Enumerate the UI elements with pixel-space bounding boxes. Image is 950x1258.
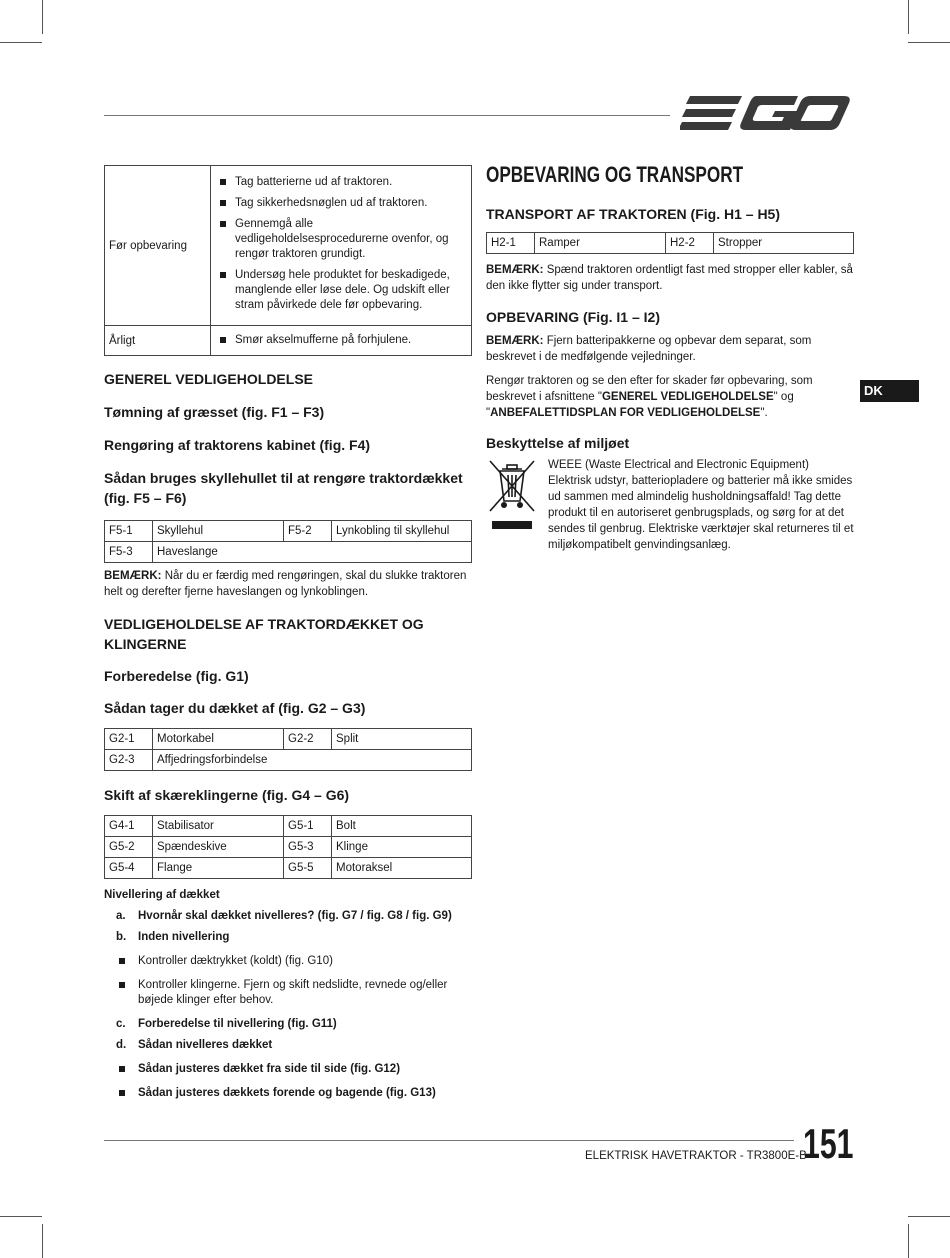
step-text: Inden nivellering (138, 931, 230, 943)
transport-heading: TRANSPORT AF TRAKTOREN (Fig. H1 – H5) (486, 206, 781, 222)
table-cell: H2-2 (666, 233, 714, 254)
crop-mark (0, 1216, 42, 1217)
ego-logo (680, 92, 852, 134)
section-reference: GENEREL VEDLIGEHOLDELSE (601, 391, 774, 403)
table-cell: Spændeskive (153, 837, 284, 858)
table-row (105, 729, 472, 750)
table-cell: Klinge (332, 837, 472, 858)
table-cell: Haveslange (153, 542, 472, 563)
table-row (105, 750, 472, 771)
bullet-icon (119, 1090, 125, 1096)
table-row (105, 816, 472, 837)
deck-maintenance-heading: VEDLIGEHOLDELSE AF TRAKTORDÆKKET OG KLINGERNE (104, 616, 424, 652)
crop-mark (908, 1224, 909, 1258)
crop-mark (42, 0, 43, 34)
bullet-icon (119, 958, 125, 964)
note-text: Når du er færdig med rengøringen, skal du slukke traktoren helt og derefter fjerne haveslangen og lynkoblingen. (104, 570, 467, 598)
bullet-icon (119, 1066, 125, 1072)
table-cell: Split (332, 729, 472, 750)
table-cell: Motoraksel (332, 858, 472, 879)
storage-transport-title: OPBEVARING OG TRANSPORT (486, 162, 744, 187)
transport-note (486, 262, 854, 294)
table-cell: G5-5 (284, 858, 332, 879)
list-item: Tag sikkerhedsnøglen ud af traktoren. (215, 196, 465, 211)
note-text: Fjern batteripakkerne og opbevar dem separat, som beskrevet i de medfølgende vejledninger. (486, 335, 812, 363)
table-cell: Motorkabel (153, 729, 284, 750)
table-cell: G2-2 (284, 729, 332, 750)
prep-heading: Forberedelse (fig. G1) (104, 668, 249, 684)
step-text: Kontroller dæktrykket (koldt) (fig. G10) (138, 955, 333, 967)
leveling-heading: Nivellering af dækket (104, 889, 220, 901)
step-text: Sådan nivelleres dækket (138, 1039, 273, 1051)
note-label: BEMÆRK: (486, 335, 544, 347)
step-text: Hvornår skal dækket nivelleres? (fig. G7 / fig. G8 / fig. G9) (138, 910, 452, 922)
list-item: Undersøg hele produktet for beskadigede, manglende eller løse dele. Og udskift eller stram påvirkede dele før opbevaring. (215, 268, 465, 313)
note-label: BEMÆRK: (104, 570, 162, 582)
environment-heading: Beskyttelse af miljøet (486, 435, 630, 451)
crop-mark (908, 42, 950, 43)
footer-rule (104, 1140, 794, 1141)
table-row (105, 858, 472, 879)
list-item (116, 1017, 472, 1032)
table-row (105, 326, 472, 356)
section-reference: ANBEFALETTIDSPLAN FOR VEDLIGEHOLDELSE (490, 407, 761, 419)
step-text: Kontroller klingerne. Fjern og skift nedslidte, revnede og/eller bøjede klinger efter behov. (138, 979, 448, 1006)
table-cell: Lynkobling til skyllehul (332, 521, 472, 542)
table-cell: F5-3 (105, 542, 153, 563)
clean-cabinet-heading: Rengøring af traktorens kabinet (fig. F4) (104, 437, 371, 453)
table-row (487, 233, 854, 254)
table-cell: G5-3 (284, 837, 332, 858)
list-item (116, 930, 472, 945)
table-cell: Bolt (332, 816, 472, 837)
para-text: ". (760, 407, 768, 419)
table-cell: Skyllehul (153, 521, 284, 542)
table-cell: H2-1 (487, 233, 535, 254)
crop-mark (0, 42, 42, 43)
blade-parts-table (104, 815, 472, 879)
crop-mark (42, 1224, 43, 1258)
storage-schedule-table (104, 165, 472, 356)
remove-deck-heading: Sådan tager du dækket af (fig. G2 – G3) (104, 700, 366, 716)
storage-paragraph (486, 373, 854, 421)
crop-mark (908, 1216, 950, 1217)
table-cell: G4-1 (105, 816, 153, 837)
table-cell: Stropper (714, 233, 854, 254)
flush-parts-table (104, 520, 472, 563)
list-item: Tag batterierne ud af traktoren. (215, 175, 465, 190)
list-item (116, 1062, 472, 1077)
para-text: Rengør traktoren og se den efter for skader før opbevaring, som beskrevet i afsnittene " (486, 375, 813, 403)
list-item: Smør akselmufferne på forhjulene. (215, 333, 465, 348)
header-rule (104, 115, 670, 116)
transport-parts-table (486, 232, 854, 254)
table-cell: G2-3 (105, 750, 153, 771)
page-number: 151 (803, 1120, 854, 1167)
step-text: Forberedelse til nivellering (fig. G11) (138, 1018, 337, 1030)
footer-title: ELEKTRISK HAVETRAKTOR - TR3800E-B (585, 1150, 807, 1162)
general-maintenance-heading: GENEREL VEDLIGEHOLDELSE (104, 371, 313, 387)
storage-note (486, 333, 854, 365)
right-column (486, 160, 854, 553)
table-row (105, 166, 472, 326)
step-marker: c. (116, 1018, 126, 1030)
table-cell: Stabilisator (153, 816, 284, 837)
table-cell: Før opbevaring (105, 166, 211, 326)
flush-port-heading: Sådan bruges skyllehullet til at rengøre traktordækket (fig. F5 – F6) (104, 470, 463, 506)
list-item (116, 978, 472, 1008)
step-marker: b. (116, 931, 127, 943)
table-cell: Årligt (105, 326, 211, 356)
note-text: Spænd traktoren ordentligt fast med stropper eller kabler, så den ikke flytter sig under transport. (486, 264, 853, 292)
crop-mark (908, 0, 909, 34)
step-marker: a. (116, 910, 126, 922)
para-text: " og " (486, 391, 794, 419)
table-cell: G5-2 (105, 837, 153, 858)
table-cell: G5-1 (284, 816, 332, 837)
step-marker: d. (116, 1039, 127, 1051)
table-cell: G5-4 (105, 858, 153, 879)
table-row (105, 542, 472, 563)
table-cell: G2-1 (105, 729, 153, 750)
table-row (105, 521, 472, 542)
deck-removal-table (104, 728, 472, 771)
table-cell: Ramper (535, 233, 666, 254)
table-cell: F5-2 (284, 521, 332, 542)
table-cell (211, 326, 472, 356)
weee-text: WEEE (Waste Electrical and Electronic Equipment) Elektrisk udstyr, batteriopladere og batterier må ikke smides ud sammen med almindelig husholdningsaffald! Tag dette produkt til en autoriseret genbrugsplads, og sørg for at det sendes til genbrug. Elektriske værktøjer skal returneres til et miljøkompatibelt genvindingsanlæg. (548, 459, 854, 551)
list-item (116, 1086, 472, 1101)
note-label: BEMÆRK: (486, 264, 544, 276)
list-item (116, 954, 472, 969)
empty-grass-heading: Tømning af græsset (fig. F1 – F3) (104, 404, 325, 420)
table-cell: F5-1 (105, 521, 153, 542)
blades-heading: Skift af skæreklingerne (fig. G4 – G6) (104, 787, 350, 803)
table-cell (211, 166, 472, 326)
table-cell: Flange (153, 858, 284, 879)
weee-block (486, 457, 854, 553)
table-cell: Affjedringsforbindelse (153, 750, 472, 771)
list-item: Gennemgå alle vedligeholdelsesprocedurerne ovenfor, og rengør traktoren grundigt. (215, 217, 465, 262)
step-text: Sådan justeres dækket fra side til side (fig. G12) (138, 1063, 401, 1075)
step-text: Sådan justeres dækkets forende og bagende (fig. G13) (138, 1087, 436, 1099)
list-item (116, 1038, 472, 1053)
storage-heading: OPBEVARING (Fig. I1 – I2) (486, 309, 660, 325)
bullet-icon (119, 982, 125, 988)
leveling-steps (116, 909, 472, 1101)
list-item (116, 909, 472, 924)
crossed-bin-icon (486, 457, 538, 533)
left-column (104, 165, 472, 1107)
language-tab: DK (860, 380, 919, 402)
table-row (105, 837, 472, 858)
flush-note (104, 568, 472, 600)
